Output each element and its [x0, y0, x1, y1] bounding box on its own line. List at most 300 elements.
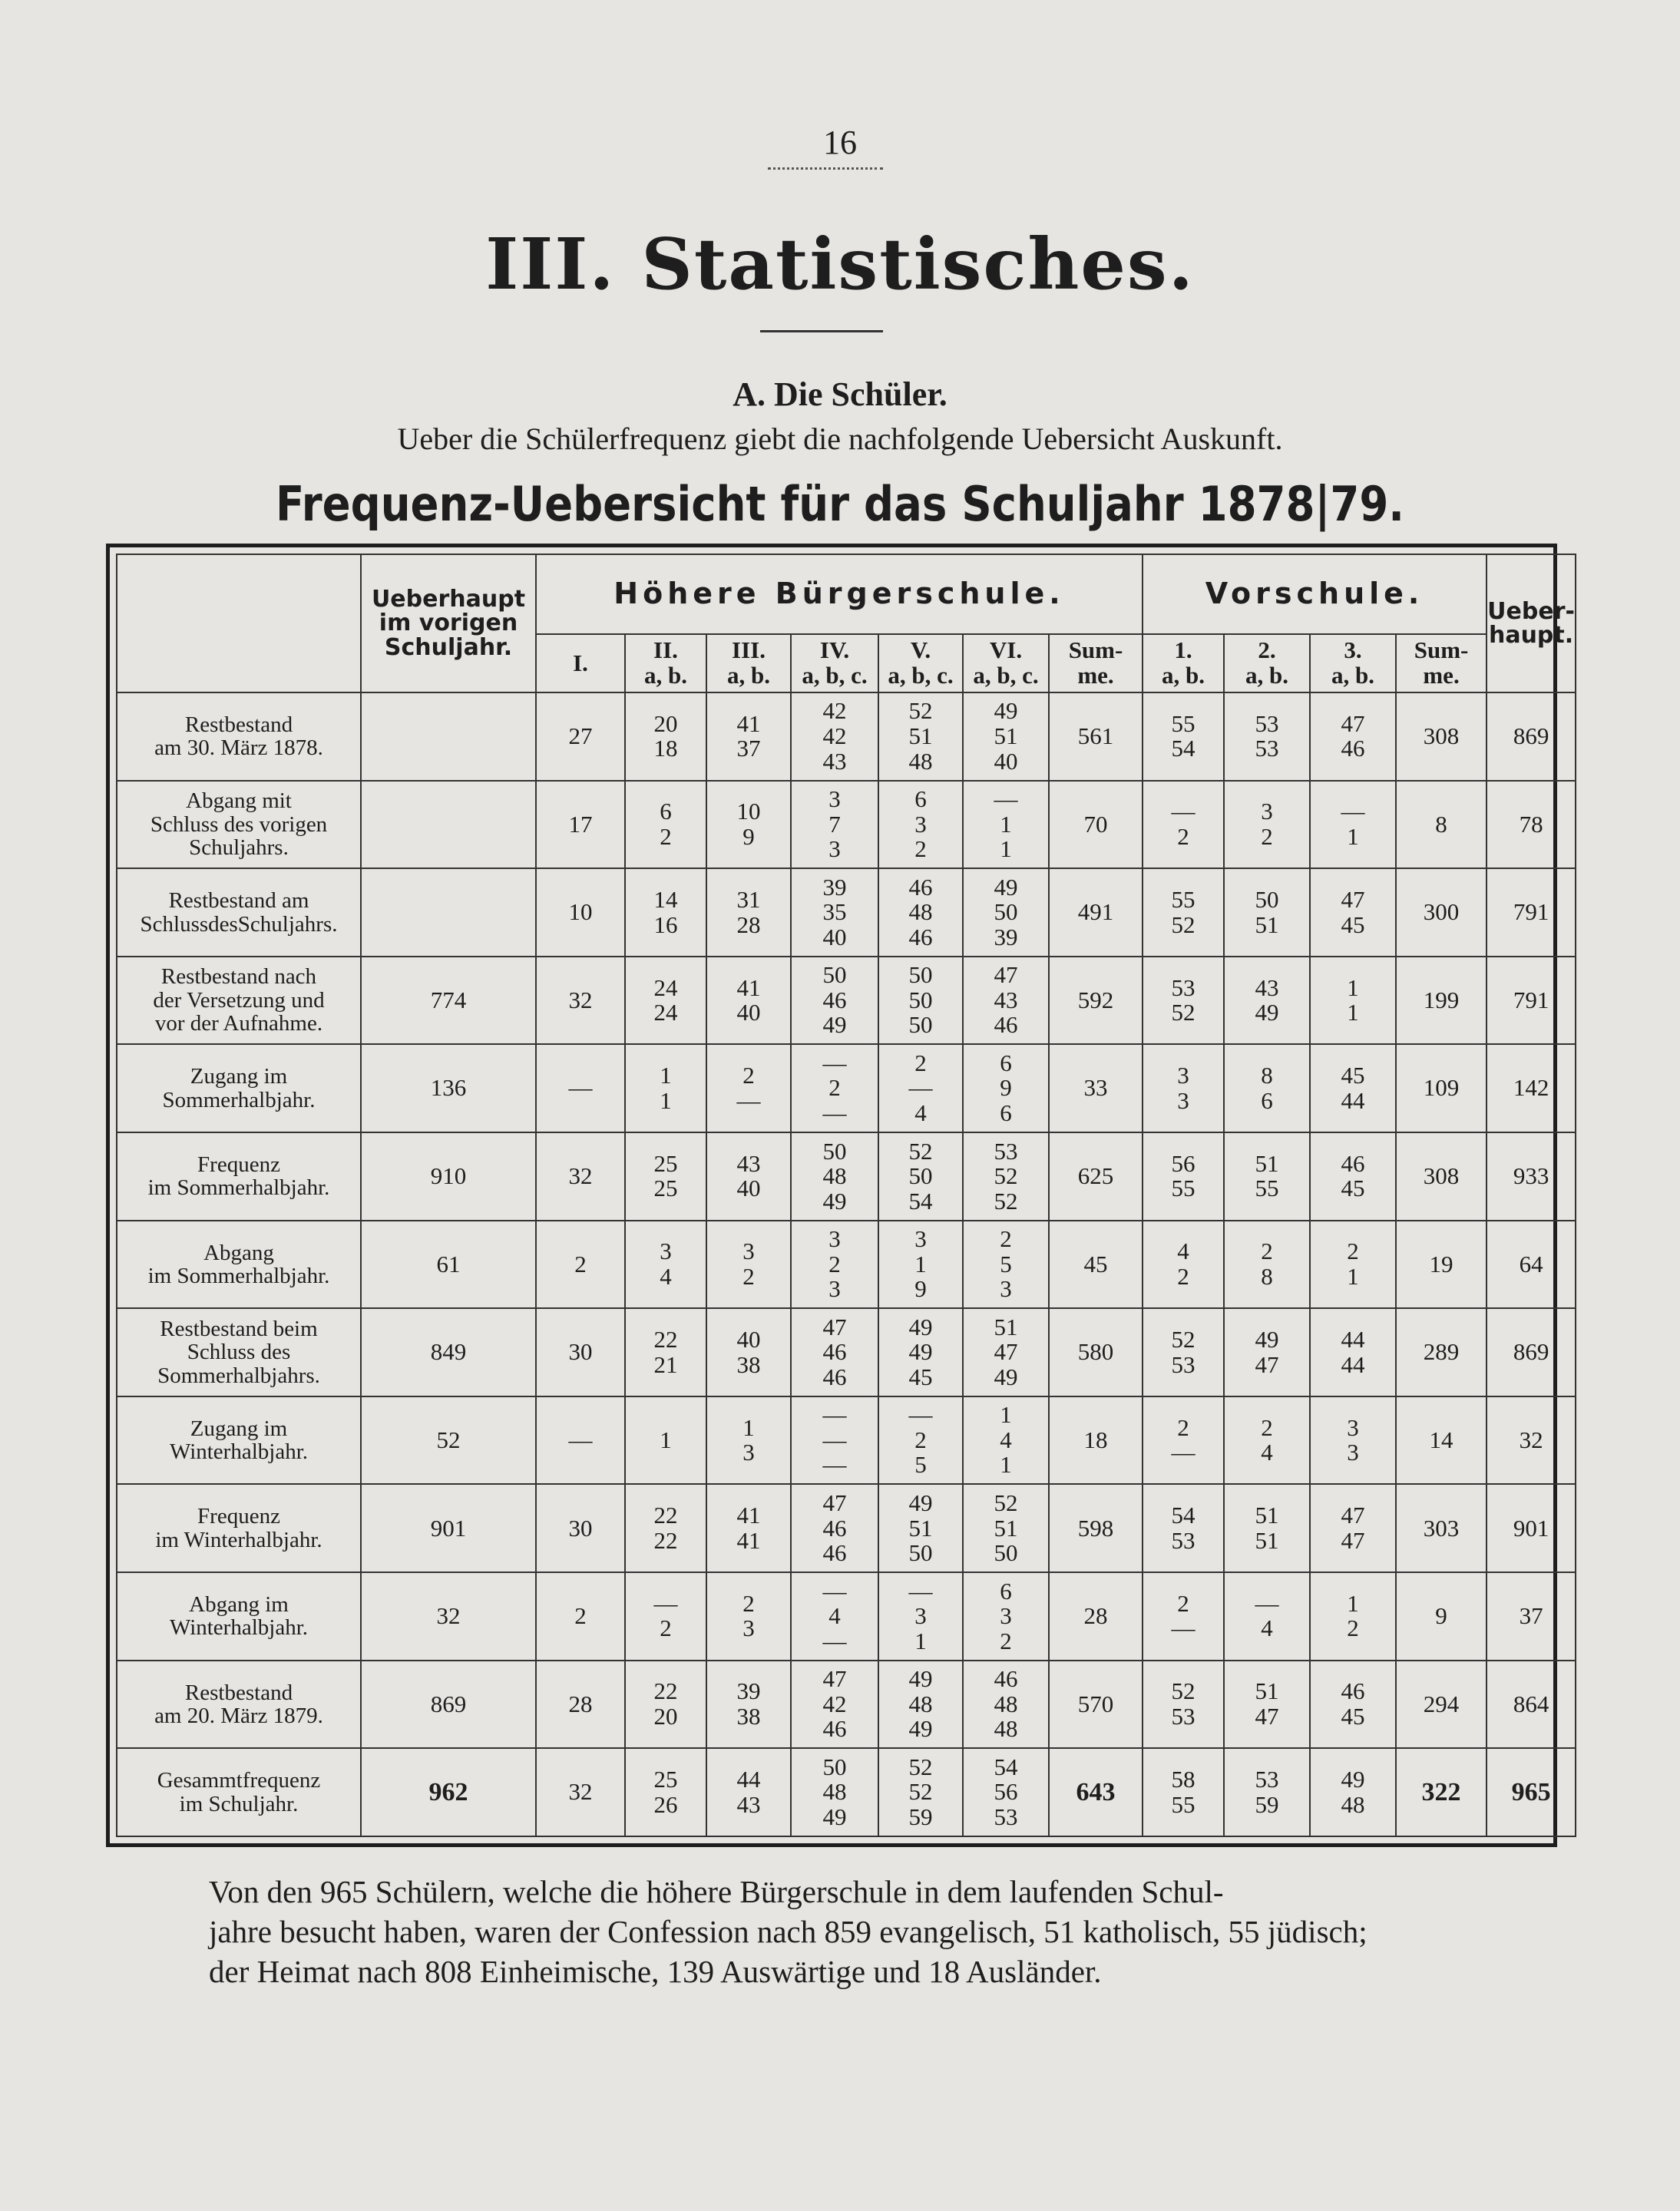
- cell-value: 2: [828, 1250, 841, 1277]
- cell-value: 55: [1255, 1175, 1279, 1202]
- table-row: [117, 692, 1576, 781]
- cell-value: —: [908, 1074, 933, 1102]
- cell-value: 24: [653, 999, 678, 1026]
- cell-c10: [1224, 1572, 1310, 1661]
- cell-value: 48: [1341, 1790, 1365, 1818]
- cell-value: 44: [1341, 1326, 1365, 1353]
- cell-value: 570: [1077, 1690, 1114, 1717]
- header-col-label: 2.: [1258, 636, 1276, 664]
- cell-value: 1: [1347, 1262, 1359, 1290]
- header-col-sublabel: a, b.: [1245, 662, 1289, 689]
- row-label-line: Restbestand: [184, 712, 293, 737]
- cell-c2: [536, 1661, 625, 1749]
- table-row: [117, 868, 1576, 957]
- cell-value: 38: [736, 1350, 761, 1378]
- cell-value: 1: [742, 1413, 755, 1441]
- cell-c2: [536, 1396, 625, 1485]
- cell-c12: [1396, 1132, 1487, 1221]
- cell-value: 39: [736, 1677, 761, 1705]
- cell-value: 8: [1261, 1062, 1273, 1089]
- cell-c7: [963, 868, 1049, 957]
- row-label-line: Abgang im: [189, 1591, 289, 1617]
- cell-c5: [791, 1221, 878, 1309]
- cell-value: 8: [1261, 1262, 1273, 1290]
- cell-value: 48: [994, 1715, 1018, 1743]
- row-label: [117, 1044, 361, 1132]
- cell-value: —: [1171, 798, 1196, 825]
- cell-value: —: [908, 1401, 933, 1429]
- cell-c6: [878, 868, 963, 957]
- header-col-sublabel: a, b, c.: [802, 662, 868, 689]
- cell-value: 6: [1000, 1099, 1012, 1127]
- cell-c9: [1143, 1484, 1224, 1572]
- cell-value: 42: [822, 722, 847, 750]
- cell-c11: [1310, 1661, 1396, 1749]
- cell-prev-year: 61: [361, 1221, 536, 1309]
- cell-value: 1: [660, 1426, 672, 1453]
- cell-value: 53: [1171, 973, 1196, 1001]
- cell-value: 47: [1255, 1350, 1279, 1378]
- cell-value: 49: [994, 1363, 1018, 1390]
- header-col-label: Sum-: [1068, 636, 1123, 664]
- cell-value: 49: [822, 1187, 847, 1215]
- cell-c11: [1310, 1044, 1396, 1132]
- cell-value: 46: [1341, 1677, 1365, 1705]
- cell-value: 199: [1423, 986, 1460, 1013]
- cell-c3: [625, 781, 706, 869]
- cell-value: 49: [994, 873, 1018, 901]
- cell-value: 2: [1000, 1225, 1012, 1253]
- row-label-line: im Sommerhalbjahr.: [147, 1175, 330, 1201]
- cell-c5: [791, 1572, 878, 1661]
- cell-value: 2: [660, 1614, 672, 1642]
- cell-value: 52: [908, 697, 933, 725]
- cell-value: 142: [1513, 1074, 1549, 1102]
- header-col-6: [1049, 634, 1143, 692]
- header-col-label: V.: [910, 636, 931, 664]
- cell-value: 48: [908, 1690, 933, 1717]
- cell-value: 52: [994, 1489, 1018, 1516]
- cell-value: 46: [822, 1363, 847, 1390]
- cell-c2: [536, 1308, 625, 1396]
- row-label: [117, 1132, 361, 1221]
- cell-value: 40: [736, 1175, 761, 1202]
- cell-c11: [1310, 1484, 1396, 1572]
- cell-value: 2: [1261, 1238, 1273, 1265]
- cell-value: —: [568, 1426, 593, 1453]
- cell-c6: [878, 1484, 963, 1572]
- cell-value: 39: [994, 923, 1018, 950]
- footer-line: der Heimat nach 808 Einheimische, 139 Auswärtige und 18 Ausländer.: [209, 1954, 1102, 1990]
- cell-c12: [1396, 1396, 1487, 1485]
- cell-c3: [625, 1132, 706, 1221]
- header-col-2: [706, 634, 791, 692]
- cell-c8: [1049, 781, 1143, 869]
- cell-c2: [536, 1132, 625, 1221]
- cell-value: 37: [736, 735, 761, 762]
- cell-value: 3: [828, 1275, 841, 1303]
- cell-value: —: [1171, 1614, 1196, 1642]
- cell-value: 25: [653, 1766, 678, 1793]
- cell-c3: [625, 1308, 706, 1396]
- row-label-line: Abgang mit: [186, 788, 292, 814]
- row-label-line: Zugang im: [190, 1064, 288, 1089]
- cell-c7: [963, 1572, 1049, 1661]
- cell-value: 47: [1255, 1703, 1279, 1730]
- cell-value: 32: [568, 1162, 593, 1190]
- cell-value: 48: [908, 898, 933, 926]
- cell-value: 3: [1261, 798, 1273, 825]
- cell-value: 45: [908, 1363, 933, 1390]
- cell-value: 47: [822, 1489, 847, 1516]
- cell-value: 1: [660, 1086, 672, 1114]
- cell-c7: [963, 1221, 1049, 1309]
- cell-value: 2: [828, 1074, 841, 1102]
- header-empty-cell: [117, 554, 361, 692]
- cell-c11: [1310, 692, 1396, 781]
- cell-value: 54: [1171, 1502, 1196, 1529]
- cell-c7: [963, 1748, 1049, 1836]
- header-col-sublabel: a, b, c.: [973, 662, 1039, 689]
- cell-value: 55: [1171, 1175, 1196, 1202]
- cell-value: 625: [1077, 1162, 1114, 1190]
- cell-value: 47: [822, 1313, 847, 1340]
- cell-c9: [1143, 781, 1224, 869]
- cell-c12: [1396, 868, 1487, 957]
- cell-c13: [1487, 692, 1576, 781]
- cell-c7: [963, 1396, 1049, 1485]
- cell-value: 2: [660, 822, 672, 850]
- cell-value: 9: [742, 822, 755, 850]
- row-label-line: Zugang im: [190, 1416, 288, 1441]
- cell-c4: [706, 1044, 791, 1132]
- cell-value: —: [822, 1577, 847, 1605]
- cell-value: 7: [828, 810, 841, 838]
- cell-value: 48: [822, 1162, 847, 1190]
- row-label: [117, 1396, 361, 1485]
- cell-prev-year: 52: [361, 1396, 536, 1485]
- cell-c6: [878, 1748, 963, 1836]
- cell-c5: [791, 868, 878, 957]
- cell-value: 3: [742, 1614, 755, 1642]
- cell-value: 289: [1423, 1338, 1460, 1366]
- cell-value: 50: [908, 1162, 933, 1190]
- cell-c7: [963, 781, 1049, 869]
- cell-c12: [1396, 957, 1487, 1045]
- cell-c8: [1049, 1396, 1143, 1485]
- cell-value: 1: [1000, 1451, 1012, 1479]
- header-col-sublabel: a, b.: [1162, 662, 1205, 689]
- cell-value: 22: [653, 1526, 678, 1554]
- cell-value: 47: [1341, 885, 1365, 913]
- cell-c10: [1224, 957, 1310, 1045]
- cell-value: 6: [1261, 1086, 1273, 1114]
- cell-c11: [1310, 1308, 1396, 1396]
- header-hoehere-buergerschule: Höhere Bürgerschule.: [536, 554, 1143, 634]
- header-col-label: III.: [732, 636, 766, 664]
- cell-value: 20: [653, 709, 678, 737]
- cell-value: 47: [1341, 1526, 1365, 1554]
- cell-prev-year: 962: [361, 1748, 536, 1836]
- cell-value: 2: [742, 1062, 755, 1089]
- cell-value: 933: [1513, 1162, 1549, 1190]
- cell-value: 294: [1423, 1690, 1460, 1717]
- cell-c5: [791, 781, 878, 869]
- cell-c2: [536, 1044, 625, 1132]
- cell-value: 55: [1171, 1790, 1196, 1818]
- cell-c7: [963, 1484, 1049, 1572]
- cell-value: 41: [736, 973, 761, 1001]
- row-label-line: Frequenz: [197, 1152, 280, 1177]
- cell-value: 4: [660, 1262, 672, 1290]
- cell-value: —: [822, 1401, 847, 1429]
- cell-value: 6: [1000, 1049, 1012, 1076]
- cell-c12: [1396, 1221, 1487, 1309]
- row-label: [117, 1748, 361, 1836]
- cell-value: 2: [1261, 1413, 1273, 1441]
- cell-value: 22: [653, 1502, 678, 1529]
- cell-c4: [706, 957, 791, 1045]
- cell-prev-year: [361, 781, 536, 869]
- cell-c9: [1143, 692, 1224, 781]
- cell-value: 32: [1519, 1426, 1543, 1453]
- cell-value: 53: [1255, 1766, 1279, 1793]
- cell-c13: [1487, 1484, 1576, 1572]
- cell-value: 2: [742, 1262, 755, 1290]
- cell-c9: [1143, 957, 1224, 1045]
- header-col-4: [878, 634, 963, 692]
- cell-value: —: [822, 1627, 847, 1654]
- cell-value: 50: [994, 1539, 1018, 1567]
- footer-line: jahre besucht haben, waren der Confession nach 859 evangelisch, 51 katholisch, 55 jüdisch;: [209, 1914, 1367, 1950]
- row-label-line: Sommerhalbjahr.: [162, 1087, 316, 1112]
- cell-value: 1: [1347, 999, 1359, 1026]
- cell-value: 46: [994, 1011, 1018, 1039]
- cell-c13: [1487, 1661, 1576, 1749]
- cell-c2: [536, 957, 625, 1045]
- cell-c6: [878, 1044, 963, 1132]
- cell-c10: [1224, 868, 1310, 957]
- cell-c9: [1143, 1572, 1224, 1661]
- cell-value: 2: [914, 1426, 927, 1453]
- cell-value: 33: [1083, 1074, 1108, 1102]
- cell-value: 45: [1083, 1250, 1108, 1277]
- cell-value: 46: [822, 1715, 847, 1743]
- cell-c9: [1143, 1044, 1224, 1132]
- cell-value: 18: [653, 735, 678, 762]
- cell-c11: [1310, 1572, 1396, 1661]
- table-row: [117, 1661, 1576, 1749]
- cell-value: 49: [1255, 1326, 1279, 1353]
- cell-value: 322: [1421, 1777, 1461, 1806]
- row-label: [117, 868, 361, 957]
- header-col-5: [963, 634, 1049, 692]
- cell-c9: [1143, 1308, 1224, 1396]
- cell-value: 1: [1347, 1589, 1359, 1617]
- cell-c2: [536, 692, 625, 781]
- row-label-line: am 30. März 1878.: [154, 735, 323, 761]
- cell-c3: [625, 1748, 706, 1836]
- cell-c12: [1396, 1661, 1487, 1749]
- cell-c4: [706, 1572, 791, 1661]
- cell-value: 4: [1261, 1614, 1273, 1642]
- cell-c9: [1143, 868, 1224, 957]
- header-col-9: [1310, 634, 1396, 692]
- cell-value: 51: [1255, 1526, 1279, 1554]
- row-label-line: SchlussdesSchuljahrs.: [140, 911, 338, 937]
- cell-value: 46: [1341, 735, 1365, 762]
- row-label: [117, 781, 361, 869]
- header-col-sublabel: a, b.: [727, 662, 770, 689]
- cell-c13: [1487, 1396, 1576, 1485]
- cell-value: 59: [1255, 1790, 1279, 1818]
- cell-value: 51: [908, 1514, 933, 1542]
- cell-value: 24: [653, 973, 678, 1001]
- cell-value: 4: [828, 1602, 841, 1630]
- header-col-sublabel: a, b.: [1331, 662, 1375, 689]
- page-number-ornament: [768, 167, 883, 170]
- cell-c13: [1487, 957, 1576, 1045]
- cell-c5: [791, 1132, 878, 1221]
- table-row: [117, 1308, 1576, 1396]
- cell-value: 598: [1077, 1514, 1114, 1542]
- cell-value: 14: [653, 885, 678, 913]
- cell-value: 54: [994, 1753, 1018, 1780]
- cell-value: 56: [994, 1778, 1018, 1806]
- row-label-line: Schuljahrs.: [189, 835, 289, 861]
- cell-value: 39: [822, 873, 847, 901]
- cell-value: 30: [568, 1514, 593, 1542]
- row-label: [117, 1484, 361, 1572]
- cell-c7: [963, 692, 1049, 781]
- cell-value: 4: [914, 1099, 927, 1127]
- cell-value: 50: [822, 1753, 847, 1780]
- cell-value: —: [822, 1451, 847, 1479]
- cell-c6: [878, 1396, 963, 1485]
- row-label-line: Restbestand am: [168, 888, 309, 914]
- cell-c12: [1396, 1572, 1487, 1661]
- cell-value: 52: [1171, 1677, 1196, 1705]
- cell-value: 46: [822, 986, 847, 1013]
- header-col-1: [625, 634, 706, 692]
- cell-value: 2: [1347, 1238, 1359, 1265]
- cell-value: 3: [1177, 1062, 1189, 1089]
- header-col-label: VI.: [989, 636, 1023, 664]
- row-label-line: im Schuljahr.: [179, 1791, 299, 1816]
- row-label-line: Abgang: [203, 1240, 274, 1265]
- cell-value: 53: [1255, 709, 1279, 737]
- cell-value: —: [908, 1577, 933, 1605]
- cell-c10: [1224, 1044, 1310, 1132]
- cell-c4: [706, 1308, 791, 1396]
- cell-value: 50: [822, 1137, 847, 1165]
- cell-value: 52: [994, 1162, 1018, 1190]
- table-row: [117, 1044, 1576, 1132]
- cell-value: 3: [1347, 1439, 1359, 1466]
- cell-c13: [1487, 1748, 1576, 1836]
- cell-value: 43: [822, 747, 847, 775]
- cell-c6: [878, 781, 963, 869]
- cell-value: 22: [653, 1677, 678, 1705]
- cell-value: 43: [736, 1790, 761, 1818]
- cell-value: 46: [908, 923, 933, 950]
- section-title: III. Statistisches.: [485, 223, 1195, 306]
- cell-c11: [1310, 1221, 1396, 1309]
- cell-c3: [625, 957, 706, 1045]
- cell-value: 16: [653, 911, 678, 938]
- cell-c8: [1049, 957, 1143, 1045]
- cell-value: 18: [1083, 1426, 1108, 1453]
- cell-value: 2: [574, 1602, 587, 1630]
- cell-c7: [963, 1661, 1049, 1749]
- cell-prev-year: 136: [361, 1044, 536, 1132]
- cell-value: —: [1171, 1439, 1196, 1466]
- cell-value: 3: [828, 785, 841, 813]
- cell-value: 2: [1177, 1589, 1189, 1617]
- cell-value: 41: [736, 1502, 761, 1529]
- cell-c6: [878, 1661, 963, 1749]
- table-row: [117, 1132, 1576, 1221]
- cell-c7: [963, 1044, 1049, 1132]
- cell-value: 9: [1000, 1074, 1012, 1102]
- cell-value: 50: [994, 898, 1018, 926]
- cell-value: 48: [822, 1778, 847, 1806]
- cell-value: 10: [568, 898, 593, 926]
- cell-value: 47: [822, 1665, 847, 1693]
- cell-c4: [706, 1661, 791, 1749]
- row-label-line: Restbestand nach: [160, 964, 317, 990]
- cell-c8: [1049, 1572, 1143, 1661]
- cell-value: 580: [1077, 1338, 1114, 1366]
- row-label-line: am 20. März 1879.: [154, 1704, 323, 1728]
- cell-value: 2: [574, 1250, 587, 1277]
- cell-value: 42: [822, 1690, 847, 1717]
- cell-c6: [878, 957, 963, 1045]
- cell-value: 643: [1076, 1777, 1116, 1806]
- cell-value: 6: [660, 798, 672, 825]
- cell-value: 8: [1435, 810, 1447, 838]
- cell-value: 49: [1255, 999, 1279, 1026]
- cell-value: 49: [822, 1803, 847, 1830]
- cell-value: 31: [736, 885, 761, 913]
- header-col-label: I.: [573, 649, 588, 676]
- cell-c4: [706, 1221, 791, 1309]
- cell-value: 49: [994, 697, 1018, 725]
- cell-value: 3: [914, 1602, 927, 1630]
- cell-value: 9: [1435, 1602, 1447, 1630]
- row-label-line: im Winterhalbjahr.: [155, 1527, 322, 1552]
- cell-value: 791: [1513, 986, 1549, 1013]
- cell-c12: [1396, 1748, 1487, 1836]
- cell-c5: [791, 692, 878, 781]
- cell-c10: [1224, 1748, 1310, 1836]
- cell-c13: [1487, 868, 1576, 957]
- cell-value: 27: [568, 722, 593, 750]
- cell-value: 3: [914, 1225, 927, 1253]
- row-label-line: Frequenz: [197, 1504, 280, 1529]
- cell-value: 2: [914, 1049, 927, 1076]
- cell-value: 561: [1077, 722, 1114, 750]
- cell-value: 53: [1171, 1703, 1196, 1730]
- cell-value: 28: [736, 911, 761, 938]
- cell-prev-year: 869: [361, 1661, 536, 1749]
- cell-c9: [1143, 1748, 1224, 1836]
- cell-value: 51: [994, 1514, 1018, 1542]
- cell-c4: [706, 868, 791, 957]
- cell-c8: [1049, 1044, 1143, 1132]
- header-vorschule: Vorschule.: [1143, 554, 1487, 634]
- row-label: [117, 692, 361, 781]
